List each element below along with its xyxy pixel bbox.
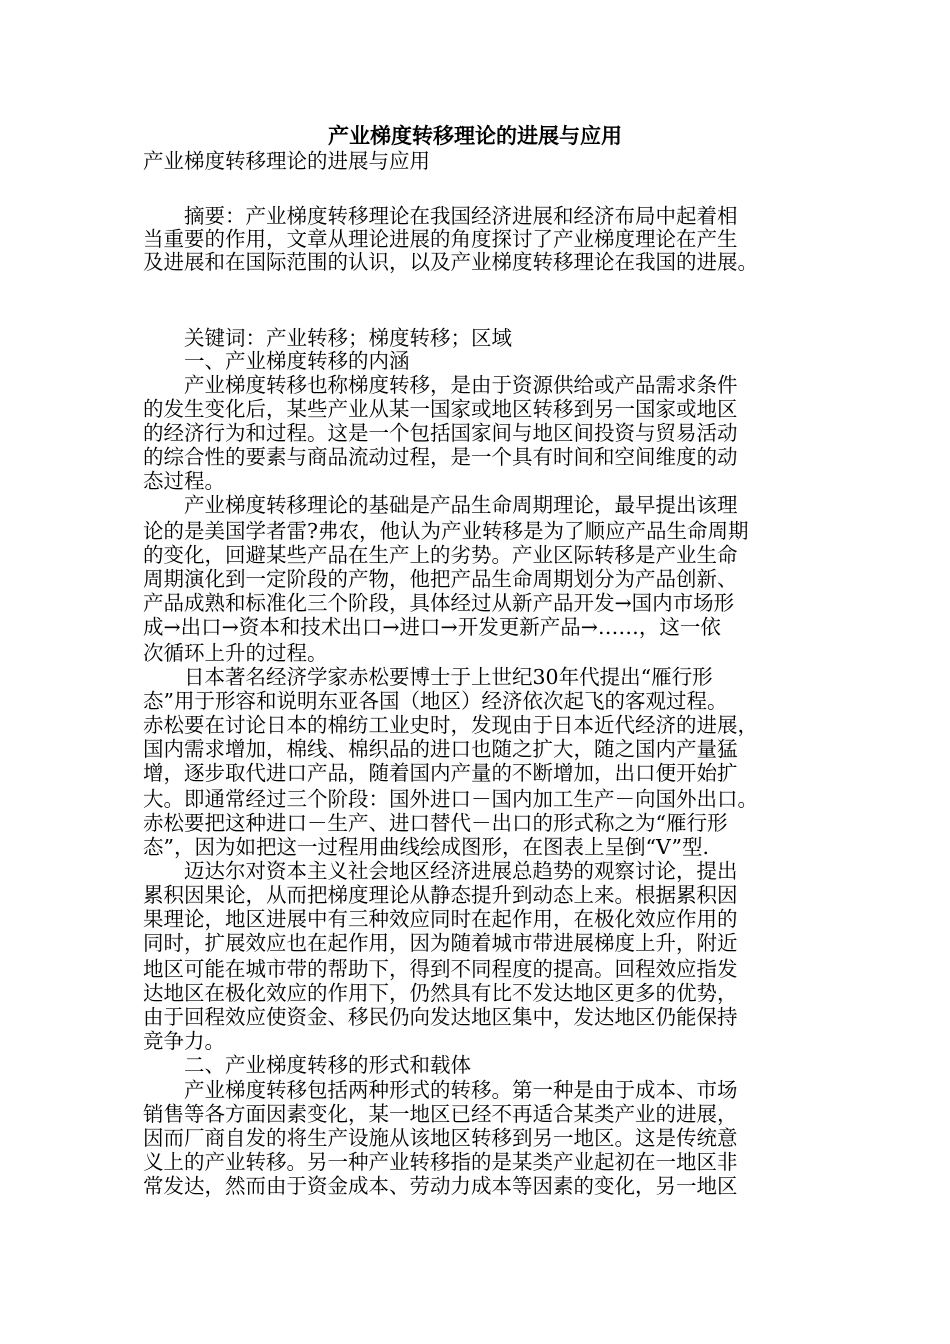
paragraph-line: 常发达，然而由于资金成本、劳动力成本等因素的变化，另一地区 <box>143 1174 738 1198</box>
paragraph-line: 累积因果论，从而把梯度理论从静态提升到动态上来。根据累积因 <box>143 883 738 907</box>
paragraph-line: 成→出口→资本和技术出口→进口→开发更新产品→……，这一依 <box>143 615 721 639</box>
paragraph-line: 产品成熟和标准化三个阶段，具体经过从新产品开发→国内市场形 <box>143 591 735 615</box>
paragraph-line: 的变化，回避某些产品在生产上的劣势。产业区际转移是产业生命 <box>143 543 738 567</box>
paragraph-line: 义上的产业转移。另一种产业转移指的是某类产业起初在一地区非 <box>143 1150 738 1174</box>
paragraph-line: 论的是美国学者雷?弗农，他认为产业转移是为了顺应产品生命周期 <box>143 519 749 543</box>
keywords-line: 关键词：产业转移；梯度转移；区域 <box>143 326 512 350</box>
paragraph-line: 态过程。 <box>143 469 225 493</box>
paragraph-line: 赤松要在讨论日本的棉纺工业史时，发现由于日本近代经济的进展， <box>143 713 758 737</box>
document-title: 产业梯度转移理论的进展与应用 <box>328 124 622 148</box>
paragraph-line: 同时，扩展效应也在起作用，因为随着城市带进展梯度上升，附近 <box>143 931 738 955</box>
paragraph-line: 产业梯度转移包括两种形式的转移。第一种是由于成本、市场 <box>143 1078 738 1102</box>
paragraph-line: 次循环上升的过程。 <box>143 641 328 665</box>
paragraph-line: 由于回程效应使资金、移民仍向发达地区集中，发达地区仍能保持 <box>143 1005 738 1029</box>
paragraph-line: 日本著名经济学家赤松要博士于上世纪30年代提出“雁行形 <box>143 665 713 689</box>
section-heading: 二、产业梯度转移的形式和载体 <box>143 1053 471 1077</box>
paragraph-line: 的综合性的要素与商品流动过程，是一个具有时间和空间维度的动 <box>143 445 738 469</box>
paragraph-line: 大。即通常经过三个阶段：国外进口－国内加工生产－向国外出口。 <box>143 787 758 811</box>
paragraph-line: 赤松要把这种进口－生产、进口替代－出口的形式称之为“雁行形 <box>143 811 728 835</box>
paragraph-line: 国内需求增加，棉线、棉织品的进口也随之扩大，随之国内产量猛 <box>143 737 738 761</box>
paragraph-line: 产业梯度转移也称梯度转移，是由于资源供给或产品需求条件 <box>143 373 738 397</box>
paragraph-line: 增，逐步取代进口产品，随着国内产量的不断增加，出口便开始扩 <box>143 761 738 785</box>
paragraph-line: 果理论，地区进展中有三种效应同时在起作用，在极化效应作用的 <box>143 907 738 931</box>
paragraph-line: 达地区在极化效应的作用下，仍然具有比不发达地区更多的优势， <box>143 981 738 1005</box>
paragraph-line: 产业梯度转移理论的基础是产品生命周期理论，最早提出该理 <box>143 493 738 517</box>
abstract-line: 摘要：产业梯度转移理论在我国经济进展和经济布局中起着相 <box>143 204 738 228</box>
paragraph-line: 地区可能在城市带的帮助下，得到不同程度的提高。回程效应指发 <box>143 957 738 981</box>
abstract-line: 当重要的作用，文章从理论进展的角度探讨了产业梯度理论在产生 <box>143 227 738 251</box>
paragraph-line: 的发生变化后，某些产业从某一国家或地区转移到另一国家或地区 <box>143 397 738 421</box>
paragraph-line: 因而厂商自发的将生产设施从该地区转移到另一地区。这是传统意 <box>143 1126 738 1150</box>
paragraph-line: 态”，因为如把这一过程用曲线绘成图形，在图表上呈倒“V”型. <box>143 835 710 859</box>
section-heading: 一、产业梯度转移的内涵 <box>143 349 410 373</box>
paragraph-line: 销售等各方面因素变化，某一地区已经不再适合某类产业的进展， <box>143 1102 738 1126</box>
paragraph-line: 周期演化到一定阶段的产物，他把产品生命周期划分为产品创新、 <box>143 567 738 591</box>
paragraph-line: 的经济行为和过程。这是一个包括国家间与地区间投资与贸易活动 <box>143 421 738 445</box>
paragraph-line: 竞争力。 <box>143 1029 225 1053</box>
paragraph-line: 迈达尔对资本主义社会地区经济进展总趋势的观察讨论，提出 <box>143 859 738 883</box>
paragraph-line: 态”用于形容和说明东亚各国（地区）经济依次起飞的客观过程。 <box>143 689 728 713</box>
document-subtitle: 产业梯度转移理论的进展与应用 <box>143 149 430 173</box>
abstract-line: 及进展和在国际范围的认识，以及产业梯度转移理论在我国的进展。 <box>143 250 758 274</box>
